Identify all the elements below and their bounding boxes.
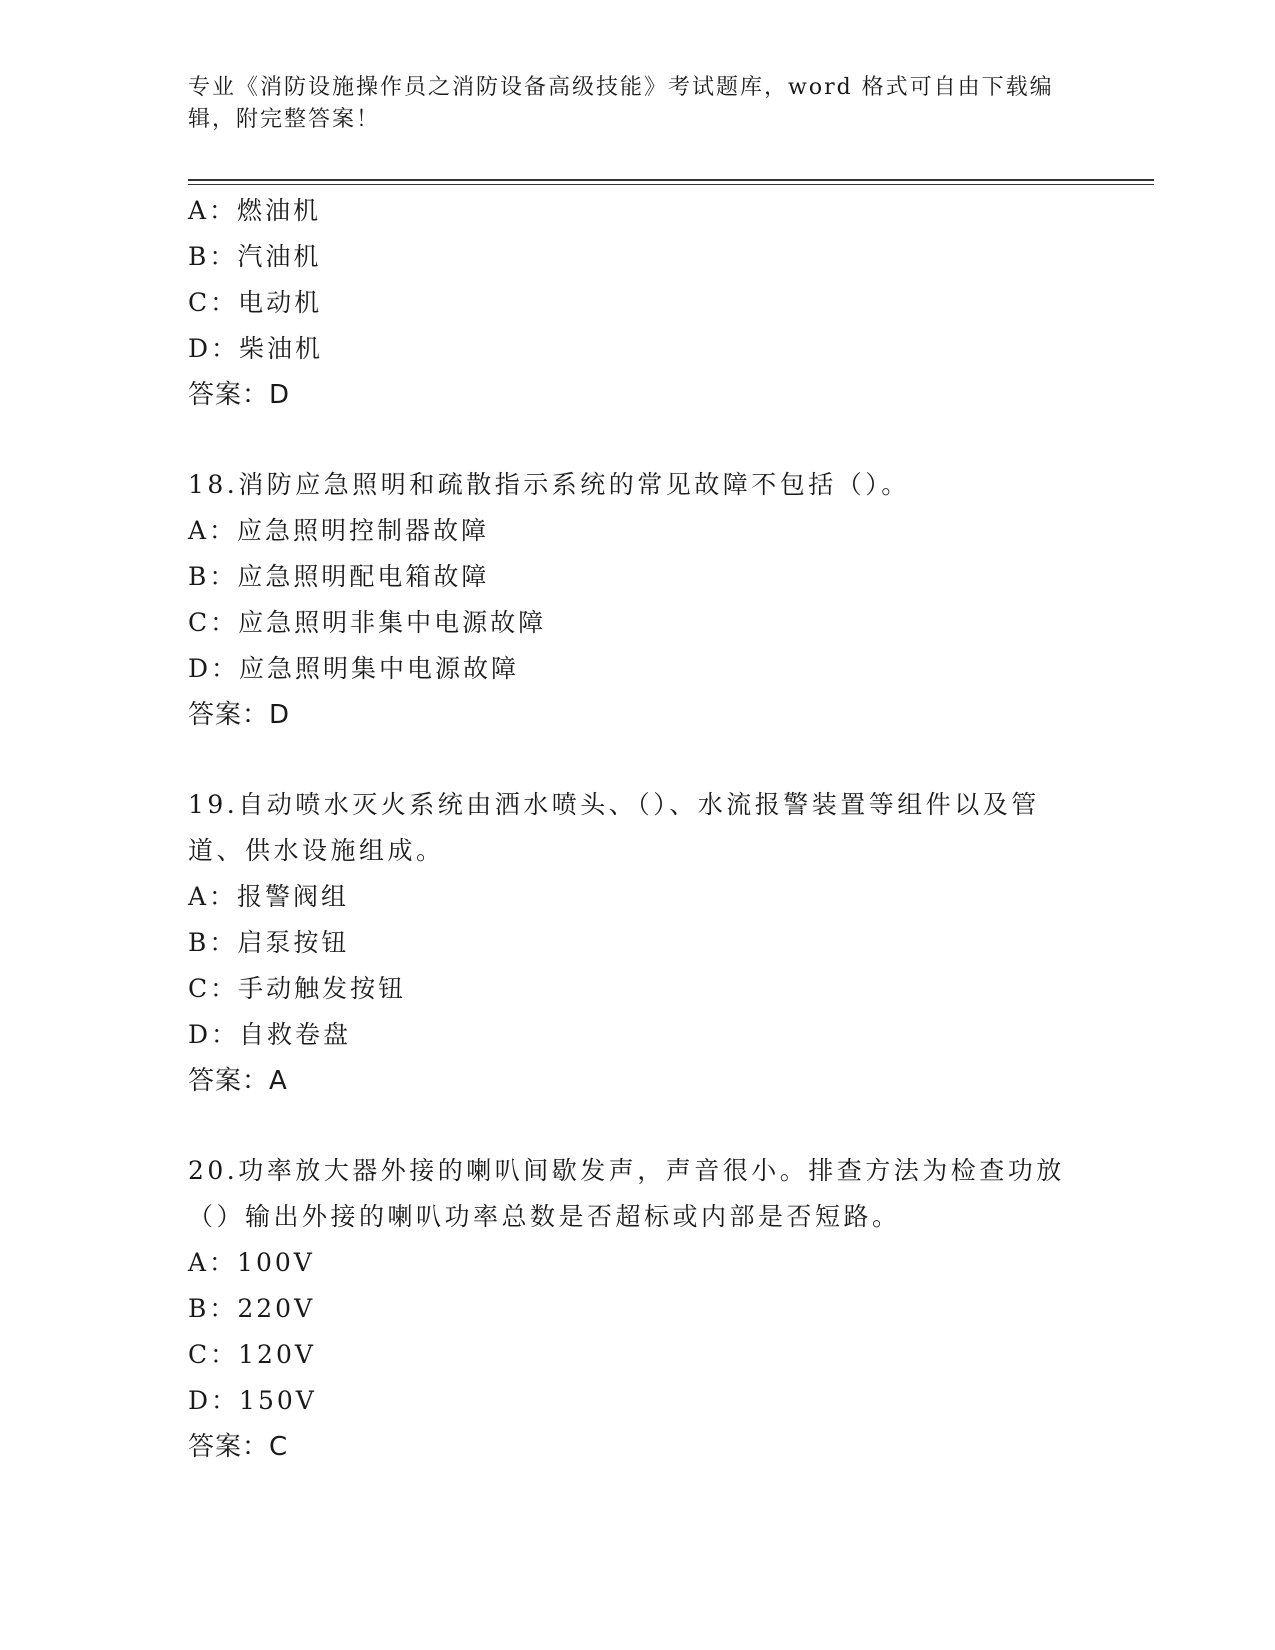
option-b: B：220V bbox=[188, 1294, 316, 1323]
question-stem-line-1: 19.自动喷水灭火系统由洒水喷头、（）、水流报警装置等组件以及管 bbox=[188, 790, 1040, 819]
answer: 答案：D bbox=[188, 380, 291, 410]
header-rule-thin bbox=[188, 184, 1154, 185]
question-stem-line-2: 道、供水设施组成。 bbox=[188, 836, 445, 865]
question-17 bbox=[188, 188, 1088, 418]
header-rule-thick bbox=[188, 179, 1154, 181]
question-stem-line-1: 20.功率放大器外接的喇叭间歇发声，声音很小。排查方法为检查功放 bbox=[188, 1156, 1065, 1185]
option-d: D：150V bbox=[188, 1386, 317, 1415]
question-stem-line-2: （）输出外接的喇叭功率总数是否超标或内部是否短路。 bbox=[188, 1202, 901, 1231]
answer: 答案：D bbox=[188, 700, 291, 730]
option-c: C：应急照明非集中电源故障 bbox=[188, 608, 547, 637]
document-header: 专业《消防设施操作员之消防设备高级技能》考试题库，word 格式可自由下载编辑，附完整答案！ bbox=[188, 75, 1054, 132]
option-b: B：应急照明配电箱故障 bbox=[188, 562, 490, 591]
option-c: C：120V bbox=[188, 1340, 316, 1369]
option-b: B：启泵按钮 bbox=[188, 928, 350, 957]
question-19 bbox=[188, 782, 1088, 1104]
option-a: A：100V bbox=[188, 1248, 315, 1277]
option-a: A：燃油机 bbox=[188, 196, 322, 225]
option-c: C：电动机 bbox=[188, 288, 323, 317]
question-18 bbox=[188, 462, 1088, 738]
option-d: D：自救卷盘 bbox=[188, 1020, 352, 1049]
option-b: B：汽油机 bbox=[188, 242, 322, 271]
question-stem: 18.消防应急照明和疏散指示系统的常见故障不包括（）。 bbox=[188, 470, 910, 499]
option-d: D：应急照明集中电源故障 bbox=[188, 654, 520, 683]
option-d: D：柴油机 bbox=[188, 334, 324, 363]
option-c: C：手动触发按钮 bbox=[188, 974, 407, 1003]
option-a: A：报警阀组 bbox=[188, 882, 350, 911]
answer: 答案：A bbox=[188, 1066, 288, 1096]
question-20 bbox=[188, 1148, 1088, 1470]
question-list bbox=[188, 188, 1088, 1470]
option-a: A：应急照明控制器故障 bbox=[188, 516, 490, 545]
answer: 答案：C bbox=[188, 1432, 289, 1462]
